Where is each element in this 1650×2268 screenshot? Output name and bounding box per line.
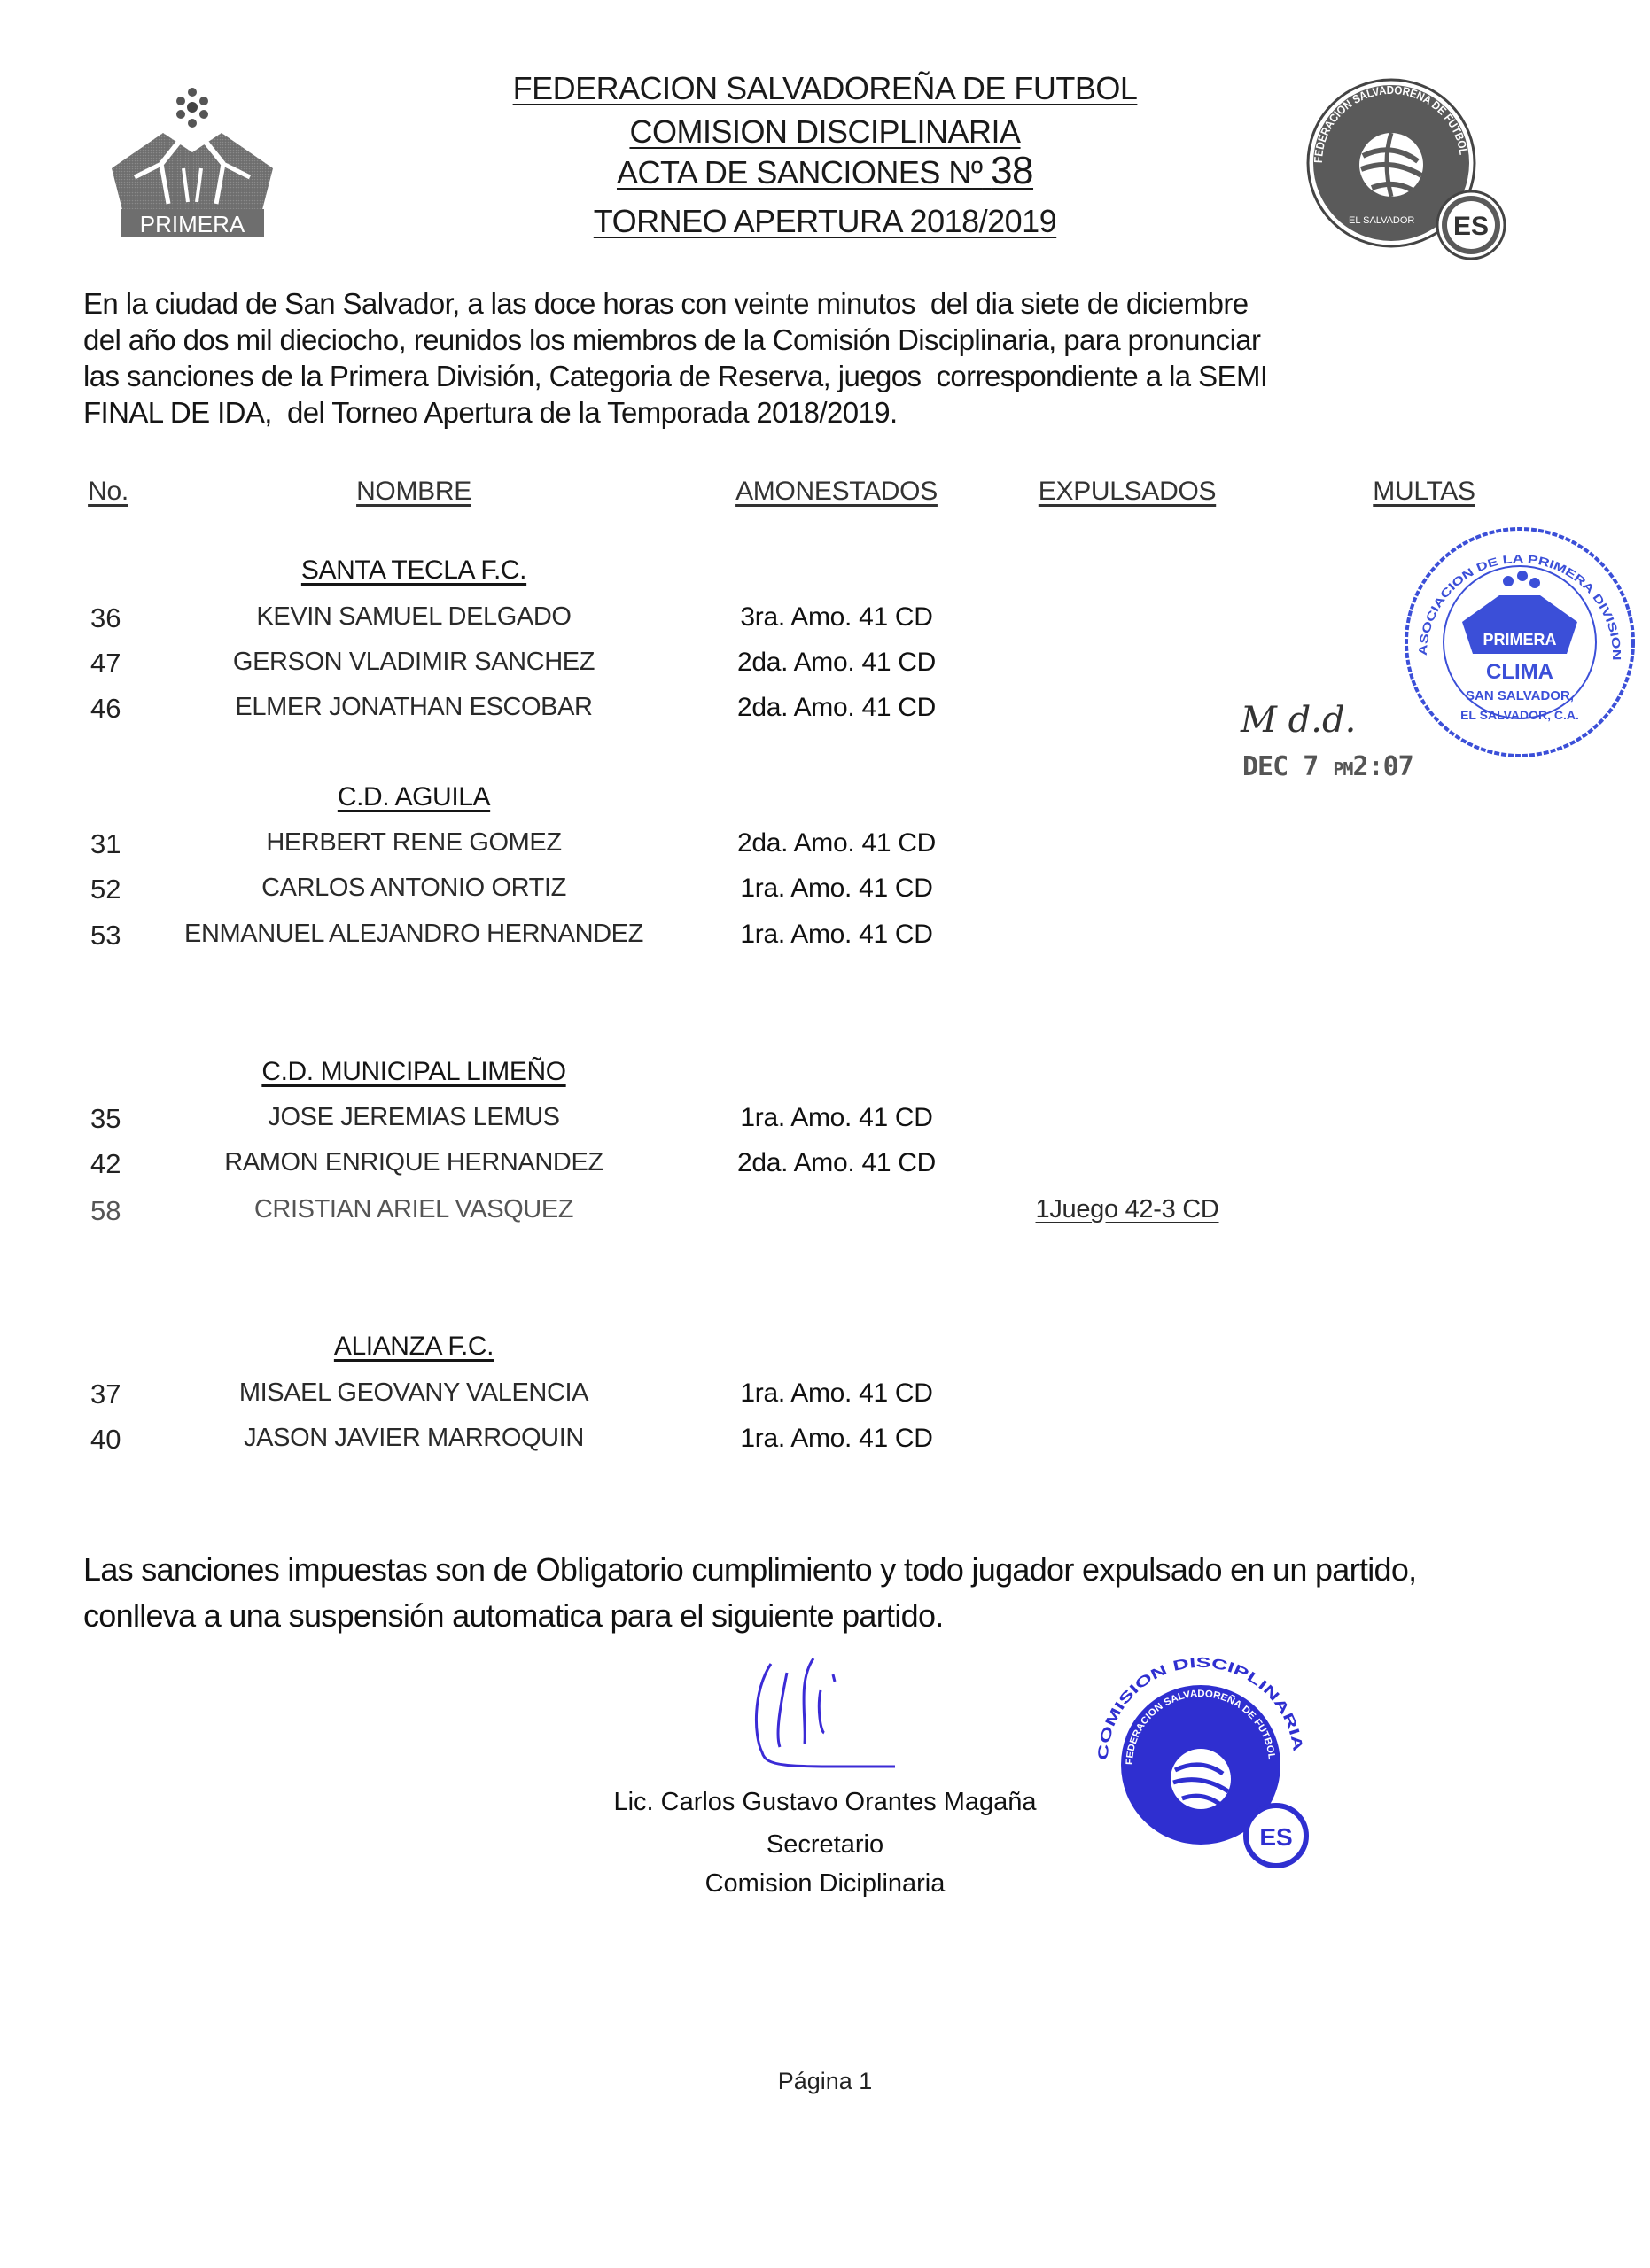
table-row: [0, 1103, 1650, 1138]
column-header-no: No.: [88, 477, 128, 506]
player-name: JOSE JEREMIAS LEMUS: [268, 1103, 560, 1131]
team-heading: C.D. AGUILA: [337, 782, 491, 812]
player-amonestado: 2da. Amo. 41 CD: [737, 1148, 936, 1177]
table-row: [0, 828, 1650, 864]
player-amonestado: 1ra. Amo. 41 CD: [740, 874, 933, 903]
intro-line: las sanciones de la Primera División, Categoria de Reserva, juegos correspondiente a la SEMI: [83, 360, 1268, 392]
player-name: HERBERT RENE GOMEZ: [266, 828, 562, 857]
player-expulsado: 1Juego 42-3 CD: [1035, 1195, 1219, 1223]
table-row: [0, 920, 1650, 955]
received-date-stamp: [1242, 751, 1413, 782]
received-stamp-ring-text: ASOCIACION DE LA PRIMERA DIVISION: [1415, 551, 1624, 658]
player-name: CRISTIAN ARIEL VASQUEZ: [253, 1195, 574, 1223]
player-number: 52: [90, 874, 121, 905]
column-header-amonestados: AMONESTADOS: [735, 477, 938, 506]
player-amonestado: 3ra. Amo. 41 CD: [740, 602, 933, 632]
closing-line: Las sanciones impuestas son de Obligatorio cumplimiento y todo jugador expulsado en un partido,: [83, 1551, 1417, 1588]
stamp-time: 2:07: [1352, 751, 1413, 782]
player-amonestado: 2da. Amo. 41 CD: [737, 828, 936, 858]
closing-paragraph: [83, 1547, 1607, 1639]
seal-ring-text: COMISION DISCIPLINARIA: [1095, 1655, 1304, 1761]
player-amonestado: 1ra. Amo. 41 CD: [740, 1379, 933, 1408]
team-heading: C.D. MUNICIPAL LIMEÑO: [261, 1057, 566, 1086]
received-stamp-icon: [1400, 523, 1639, 762]
table-row: [0, 1379, 1650, 1414]
page-number: Página 1: [777, 2068, 873, 2094]
table-row: [0, 1195, 1650, 1231]
player-amonestado: 1ra. Amo. 41 CD: [740, 920, 933, 949]
player-number: 46: [90, 693, 121, 724]
intro-paragraph: [83, 285, 1519, 431]
player-number: 35: [90, 1103, 121, 1134]
fesfut-ring-text: FEDERACION SALVADOREÑA DE FUTBOL: [1311, 82, 1471, 164]
player-name: RAMON ENRIQUE HERNANDEZ: [224, 1148, 603, 1177]
received-stamp-center-text: CLIMA: [1486, 660, 1553, 684]
received-stamp: [1400, 523, 1639, 762]
column-header-expulsados: EXPULSADOS: [1038, 477, 1217, 506]
header-federation: FEDERACION SALVADOREÑA DE FUTBOL: [512, 70, 1138, 106]
header-commission: COMISION DISCIPLINARIA: [629, 113, 1021, 150]
received-stamp-country: EL SALVADOR, C.A.: [1460, 708, 1579, 722]
acta-prefix: ACTA DE SANCIONES Nº: [616, 154, 983, 190]
intro-line: del año dos mil dieciocho, reunidos los miembros de la Comisión Disciplinaria, para pronunciar: [83, 323, 1261, 356]
player-number: 42: [90, 1148, 121, 1179]
table-row: [0, 1148, 1650, 1184]
player-number: 37: [90, 1379, 121, 1410]
player-amonestado: 1ra. Amo. 41 CD: [740, 1424, 933, 1453]
table-row: [0, 874, 1650, 909]
player-name: ENMANUEL ALEJANDRO HERNANDEZ: [184, 920, 643, 948]
seal-inner-text: FEDERACION SALVADOREÑA DE FUTBOL: [1124, 1688, 1277, 1766]
received-stamp-label: PRIMERA: [1483, 631, 1557, 649]
fesfut-es-badge: ES: [1452, 212, 1490, 241]
player-amonestado: 1ra. Amo. 41 CD: [740, 1103, 933, 1132]
team-heading: ALIANZA F.C.: [333, 1332, 494, 1361]
team-heading: SANTA TECLA F.C.: [300, 555, 527, 585]
player-name: ELMER JONATHAN ESCOBAR: [235, 693, 593, 721]
stamp-month-day: DEC 7: [1242, 751, 1319, 782]
column-header-multas: MULTAS: [1373, 477, 1475, 506]
fesfut-sub-text: EL SALVADOR: [1349, 215, 1415, 226]
player-name: CARLOS ANTONIO ORTIZ: [261, 874, 566, 902]
player-name: KEVIN SAMUEL DELGADO: [256, 602, 572, 631]
player-name: GERSON VLADIMIR SANCHEZ: [232, 648, 595, 676]
seal-es-badge: ES: [1259, 1823, 1293, 1851]
player-number: 36: [90, 602, 121, 633]
received-stamp-city: SAN SALVADOR,: [1466, 688, 1574, 703]
column-header-nombre: NOMBRE: [356, 477, 471, 506]
signatory-title: Secretario: [766, 1830, 884, 1859]
acta-number: 38: [991, 149, 1034, 192]
header-tournament: TORNEO APERTURA 2018/2019: [593, 203, 1057, 239]
handwritten-signature: [735, 1655, 913, 1779]
primera-logo-label: PRIMERA: [139, 211, 245, 237]
signatory-name: Lic. Carlos Gustavo Orantes Magaña: [613, 1788, 1037, 1816]
table-row: [0, 1424, 1650, 1459]
player-number: 58: [90, 1195, 121, 1226]
player-name: MISAEL GEOVANY VALENCIA: [238, 1379, 589, 1407]
signatory-department: Comision Diciplinaria: [704, 1869, 946, 1898]
received-initials: M d.d.: [1241, 700, 1357, 741]
player-number: 47: [90, 648, 121, 679]
player-name: JASON JAVIER MARROQUIN: [244, 1424, 584, 1452]
signature-scribble-icon: [735, 1655, 913, 1779]
header-acta: [0, 151, 1650, 192]
intro-line: FINAL DE IDA, del Torneo Apertura de la Temporada 2018/2019.: [83, 396, 898, 429]
intro-line: En la ciudad de San Salvador, a las doce horas con veinte minutos del dia siete de diciembre: [83, 287, 1249, 320]
player-number: 31: [90, 828, 121, 859]
player-number: 40: [90, 1424, 121, 1455]
stamp-ampm: PM: [1333, 758, 1353, 780]
player-amonestado: 2da. Amo. 41 CD: [737, 648, 936, 677]
player-amonestado: 2da. Amo. 41 CD: [737, 693, 936, 722]
closing-line: conlleva a una suspensión automatica para el siguiente partido.: [83, 1597, 944, 1634]
player-number: 53: [90, 920, 121, 951]
